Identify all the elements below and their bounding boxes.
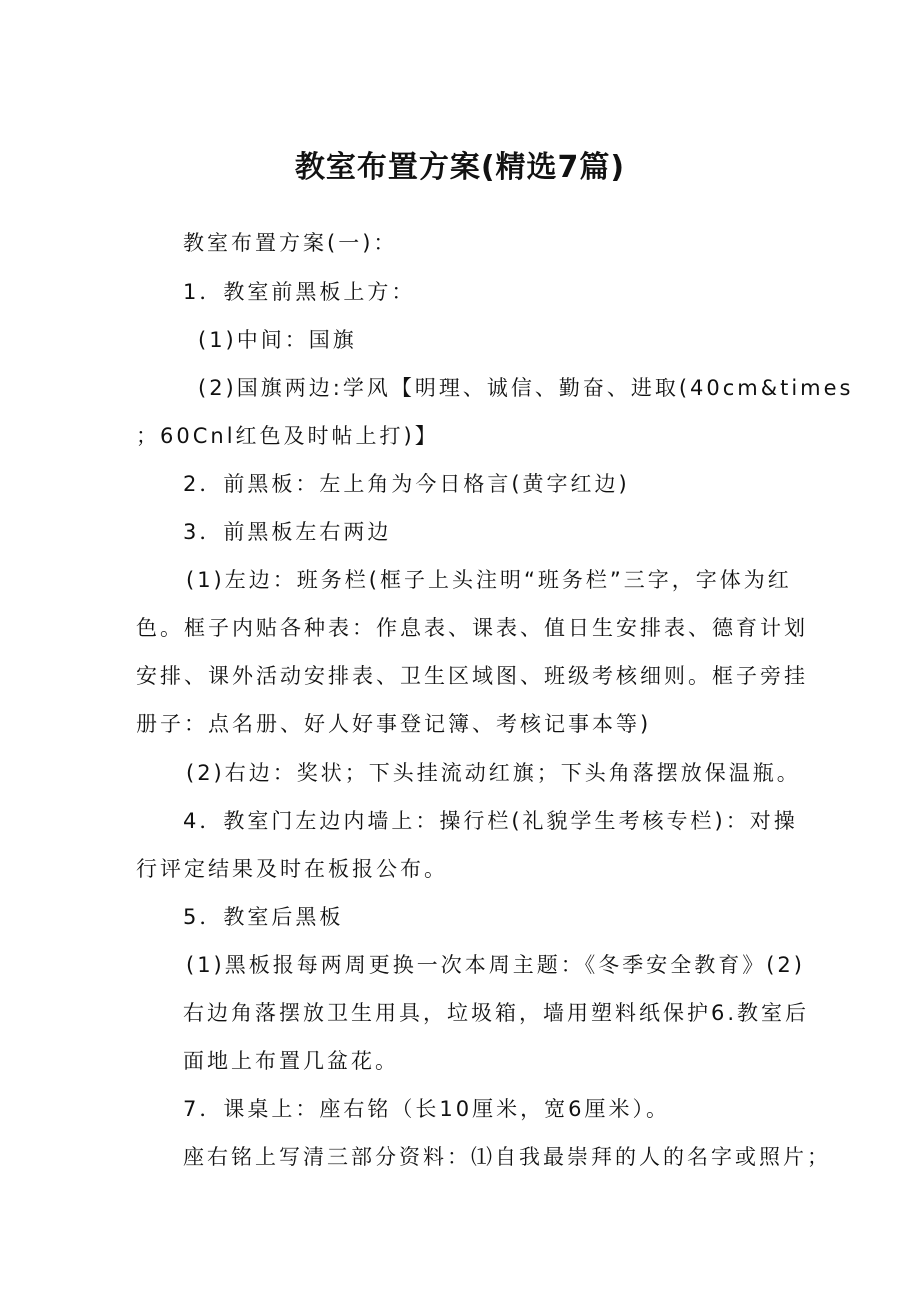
paragraph-line: (1)中间：国旗 bbox=[198, 328, 357, 352]
paragraph-line: 2．前黑板：左上角为今日格言(黄字红边) bbox=[183, 472, 630, 496]
paragraph-line: 册子：点名册、好人好事登记簿、考核记事本等) bbox=[136, 712, 652, 736]
paragraph-line: 面地上布置几盆花。 bbox=[183, 1049, 399, 1073]
paragraph-line: 7．课桌上：座右铭（长10厘米，宽6厘米）。 bbox=[183, 1097, 670, 1121]
paragraph-line: 安排、课外活动安排表、卫生区域图、班级考核细则。框子旁挂 bbox=[136, 664, 808, 688]
section-heading: 教室布置方案(一)： bbox=[183, 231, 398, 255]
paragraph-line: 右边角落摆放卫生用具，垃圾箱，墙用塑料纸保护6.教室后 bbox=[183, 1001, 810, 1025]
paragraph-line: 色。框子内贴各种表：作息表、课表、值日生安排表、德育计划 bbox=[136, 616, 808, 640]
paragraph-line: (1)黑板报每两周更换一次本周主题：《冬季安全教育》(2) bbox=[186, 953, 805, 977]
paragraph-line: 3．前黑板左右两边 bbox=[183, 520, 392, 544]
paragraph-line: (2)国旗两边:学风【明理、诚信、勤奋、进取(40cm&times bbox=[198, 376, 854, 400]
document-title: 教室布置方案(精选7篇) bbox=[294, 150, 626, 185]
paragraph-line: 1．教室前黑板上方： bbox=[183, 280, 416, 304]
paragraph-line: ；60Cnl红色及时帖上打)】 bbox=[136, 424, 439, 448]
paragraph-line: 座右铭上写清三部分资料：⑴自我最崇拜的人的名字或照片； bbox=[183, 1145, 831, 1169]
paragraph-line: 5．教室后黑板 bbox=[183, 905, 344, 929]
paragraph-line: 4．教室门左边内墙上：操行栏(礼貌学生考核专栏)：对操 bbox=[183, 809, 798, 833]
paragraph-line: 行评定结果及时在板报公布。 bbox=[136, 857, 448, 881]
paragraph-line: (1)左边：班务栏(框子上头注明“班务栏”三字，字体为红 bbox=[186, 568, 792, 592]
paragraph-line: (2)右边：奖状；下头挂流动红旗；下头角落摆放保温瓶。 bbox=[186, 761, 801, 785]
